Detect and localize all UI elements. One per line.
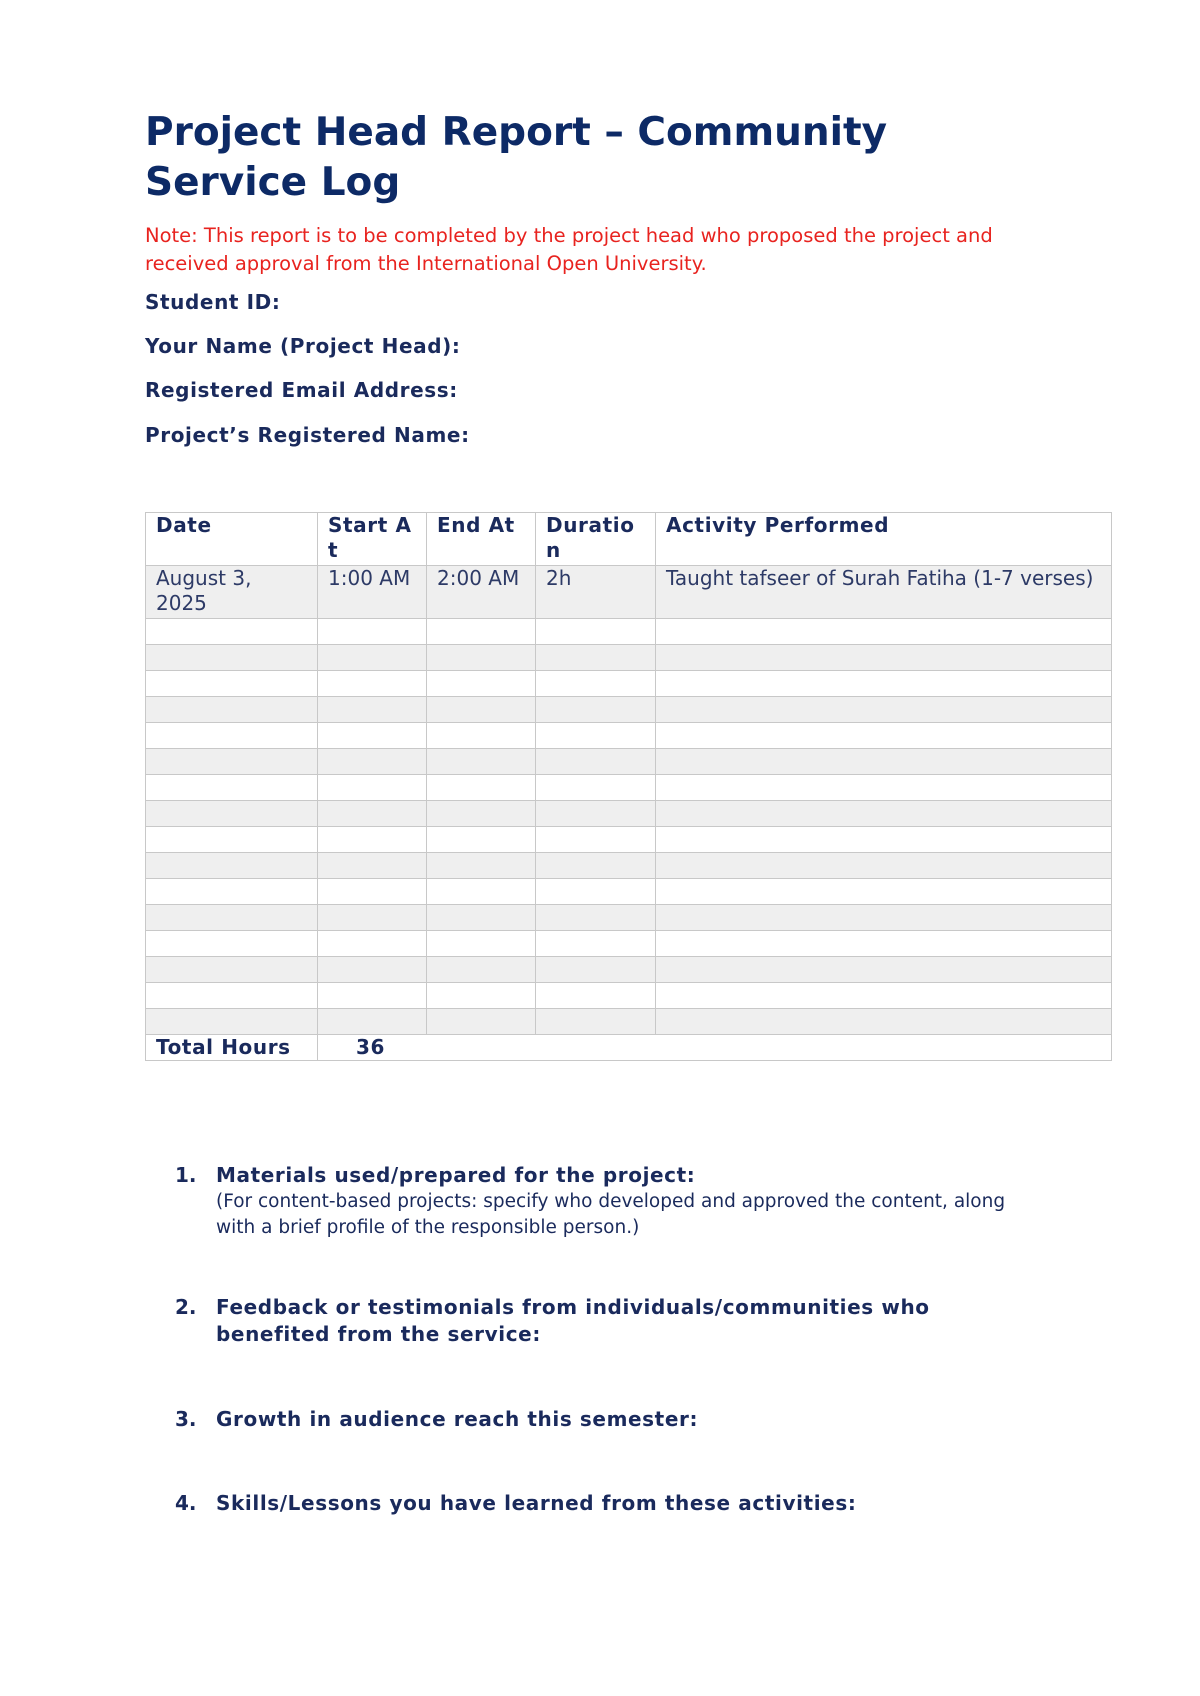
email-address-label: Registered Email Address: <box>145 378 458 402</box>
project-head-name-label: Your Name (Project Head): <box>145 334 461 358</box>
student-id-label: Student ID: <box>145 290 281 314</box>
question-item <box>175 1162 1015 1241</box>
table-row-empty[interactable] <box>146 1009 1112 1035</box>
cell-end[interactable]: 2:00 AM <box>427 566 536 619</box>
table-row-empty[interactable] <box>146 749 1112 775</box>
total-hours-row <box>146 1035 1112 1061</box>
service-log-table <box>145 512 1112 1061</box>
question-text: Materials used/prepared for the project: <box>216 1163 696 1187</box>
question-text: Growth in audience reach this semester: <box>216 1407 699 1431</box>
table-row-empty[interactable] <box>146 671 1112 697</box>
table-row-empty[interactable] <box>146 645 1112 671</box>
column-header-duration: Duratio n <box>536 513 656 566</box>
cell-start[interactable]: 1:00 AM <box>318 566 427 619</box>
table-header-row <box>146 513 1112 566</box>
column-header-start: Start At <box>318 513 427 566</box>
table-row-empty[interactable] <box>146 827 1112 853</box>
table-row-empty[interactable] <box>146 801 1112 827</box>
table-row-empty[interactable] <box>146 879 1112 905</box>
table-row-empty[interactable] <box>146 983 1112 1009</box>
question-text: Feedback or testimonials from individuals/communities who benefited from the service: <box>216 1295 930 1346</box>
table-row <box>146 566 1112 619</box>
table-row-empty[interactable] <box>146 723 1112 749</box>
question-number: 2. <box>175 1295 197 1319</box>
question-item <box>175 1490 1015 1517</box>
total-hours-value[interactable]: 36 <box>318 1035 1112 1061</box>
cell-activity[interactable]: Taught tafseer of Surah Fatiha (1-7 verses) <box>656 566 1112 619</box>
cell-date[interactable]: August 3, 2025 <box>146 566 318 619</box>
table-row-empty[interactable] <box>146 775 1112 801</box>
table-row-empty[interactable] <box>146 905 1112 931</box>
question-number: 3. <box>175 1407 197 1431</box>
total-hours-label: Total Hours <box>146 1035 318 1061</box>
column-header-date: Date <box>146 513 318 566</box>
instruction-note: Note: This report is to be completed by the project head who proposed the project and received approval from the International Open University. <box>145 224 993 275</box>
table-row-empty[interactable] <box>146 619 1112 645</box>
column-header-activity: Activity Performed <box>656 513 1112 566</box>
question-number: 1. <box>175 1163 197 1187</box>
question-hint: (For content-based projects: specify who developed and approved the content, along with a brief profile of the responsible person.) <box>216 1191 1006 1238</box>
question-text: Skills/Lessons you have learned from these activities: <box>216 1491 857 1515</box>
page-title: Project Head Report – Community Service Log <box>145 110 888 205</box>
table-row-empty[interactable] <box>146 853 1112 879</box>
column-header-end: End At <box>427 513 536 566</box>
report-page <box>145 108 1115 1515</box>
question-number: 4. <box>175 1491 197 1515</box>
cell-duration[interactable]: 2h <box>536 566 656 619</box>
question-item <box>175 1406 1015 1433</box>
project-name-label: Project’s Registered Name: <box>145 423 470 447</box>
question-item <box>175 1294 1015 1348</box>
table-row-empty[interactable] <box>146 931 1112 957</box>
table-row-empty[interactable] <box>146 957 1112 983</box>
table-row-empty[interactable] <box>146 697 1112 723</box>
